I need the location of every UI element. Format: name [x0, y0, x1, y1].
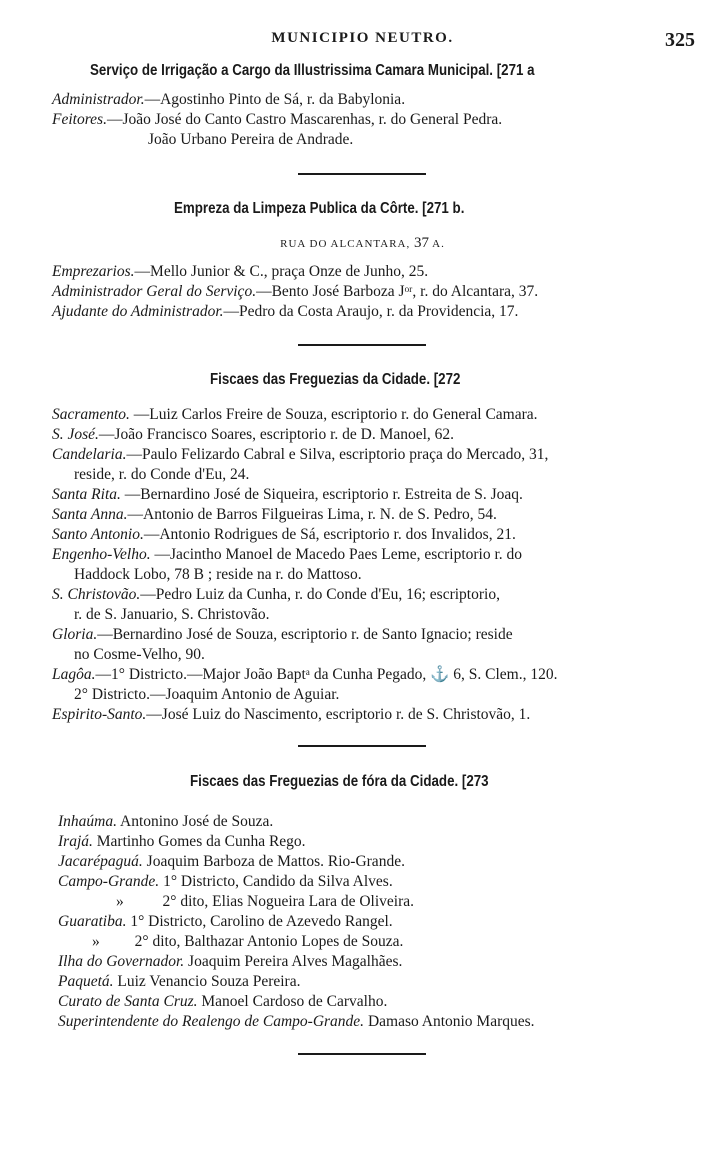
entry-line: Santa Rita. —Bernardino José de Siqueira, escriptorio r. Estreita de S. Joaq. — [52, 486, 523, 503]
entry-line: » 2° dito, Balthazar Antonio Lopes de Souza. — [92, 933, 404, 950]
entry-line: Administrador Geral do Serviço.—Bento José Barboza Jᵒʳ, r. do Alcantara, 37. — [52, 283, 539, 300]
running-title: MUNICIPIO NEUTRO. — [271, 30, 454, 46]
section-divider — [298, 745, 426, 747]
entry-line: Emprezarios.—Mello Junior & C., praça Onze de Junho, 25. — [52, 263, 429, 280]
entry-line: Haddock Lobo, 78 B ; reside na r. do Mattoso. — [74, 566, 362, 583]
section-title: Serviço de Irrigação a Cargo da Illustrissima Camara Municipal. [271 a — [90, 62, 535, 79]
entry-line: Paquetá. Luiz Venancio Souza Pereira. — [58, 973, 301, 990]
section-ref: [273 — [461, 773, 489, 790]
section-divider — [298, 344, 426, 346]
section-ref: [271 b. — [422, 200, 465, 217]
entry-line: Lagôa.—1° Districto.—Major João Baptᵃ da Cunha Pegado, ⚓ 6, S. Clem., 120. — [52, 666, 558, 683]
entry-line: no Cosme-Velho, 90. — [74, 646, 205, 663]
entry-line: S. Christovão.—Pedro Luiz da Cunha, r. do Conde d'Eu, 16; escriptorio, — [52, 586, 500, 603]
entry-line: Irajá. Martinho Gomes da Cunha Rego. — [58, 833, 306, 850]
entry-line: Gloria.—Bernardino José de Souza, escriptorio r. de Santo Ignacio; reside — [52, 626, 513, 643]
entry-line: Jacarépaguá. Joaquim Barboza de Mattos. Rio-Grande. — [58, 853, 405, 870]
entry-line: João Urbano Pereira de Andrade. — [148, 131, 354, 148]
section-ref: [271 a — [496, 62, 535, 79]
entry-line: Sacramento. —Luiz Carlos Freire de Souza, escriptorio r. do General Camara. — [52, 406, 538, 423]
section-divider — [298, 1053, 426, 1055]
section-ref: [272 — [433, 371, 461, 388]
entry-line: Engenho-Velho. —Jacintho Manoel de Macedo Paes Leme, escriptorio r. do — [52, 546, 523, 563]
entry-line: Santo Antonio.—Antonio Rodrigues de Sá, escriptorio r. dos Invalidos, 21. — [52, 526, 516, 543]
section-divider — [298, 173, 426, 175]
entry-line: Campo-Grande. 1° Districto, Candido da Silva Alves. — [58, 873, 393, 890]
entry-line: reside, r. do Conde d'Eu, 24. — [74, 466, 250, 483]
section-title: Fiscaes das Freguezias da Cidade. [272 — [210, 371, 461, 388]
entry-line: Guaratiba. 1° Districto, Carolino de Azevedo Rangel. — [58, 913, 393, 930]
address-subhead: RUA DO ALCANTARA, 37 A. — [280, 235, 445, 251]
entry-line: Administrador.—Agostinho Pinto de Sá, r. da Babylonia. — [52, 91, 406, 108]
entry-line: S. José.—João Francisco Soares, escriptorio r. de D. Manoel, 62. — [52, 426, 455, 443]
entry-line: Superintendente do Realengo de Campo-Grande. Damaso Antonio Marques. — [58, 1013, 535, 1030]
entry-line: Espirito-Santo.—José Luiz do Nascimento, escriptorio r. de S. Christovão, 1. — [52, 706, 531, 723]
section-title: Fiscaes das Freguezias de fóra da Cidade. [273 — [190, 773, 489, 790]
entry-line: r. de S. Januario, S. Christovão. — [74, 606, 270, 623]
page-number: 325 — [665, 29, 695, 51]
entry-line: Feitores.—João José do Canto Castro Mascarenhas, r. do General Pedra. — [52, 111, 503, 128]
entry-line: Ajudante do Administrador.—Pedro da Costa Araujo, r. da Providencia, 17. — [52, 303, 519, 320]
section-title: Empreza da Limpeza Publica da Côrte. [271 b. — [174, 200, 465, 217]
entry-line: Santa Anna.—Antonio de Barros Filgueiras Lima, r. N. de S. Pedro, 54. — [52, 506, 497, 523]
entry-line: Ilha do Governador. Joaquim Pereira Alves Magalhães. — [58, 953, 403, 970]
entry-line: Inhaúma. Antonino José de Souza. — [58, 813, 274, 830]
entry-line: 2° Districto.—Joaquim Antonio de Aguiar. — [74, 686, 340, 703]
entry-line: Curato de Santa Cruz. Manoel Cardoso de Carvalho. — [58, 993, 388, 1010]
entry-line: » 2° dito, Elias Nogueira Lara de Oliveira. — [116, 893, 415, 910]
entry-line: Candelaria.—Paulo Felizardo Cabral e Silva, escriptorio praça do Mercado, 31, — [52, 446, 549, 463]
